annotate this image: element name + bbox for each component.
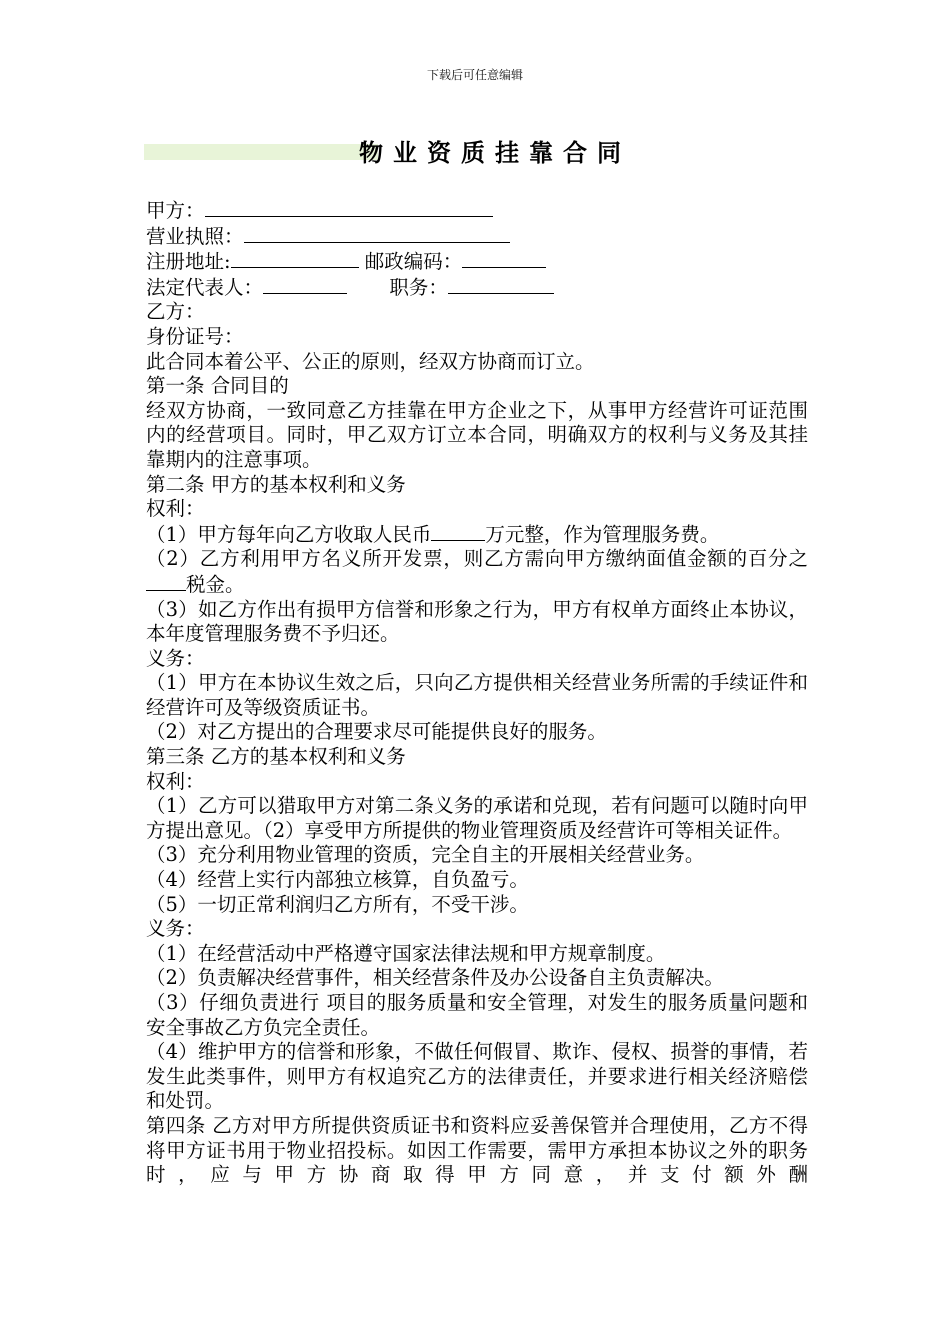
party-a-blank — [205, 198, 493, 217]
legal-rep-line — [146, 275, 808, 301]
address-blank — [231, 249, 359, 268]
license-label: 营业执照： — [146, 224, 244, 248]
address-label: 注册地址: — [146, 250, 231, 274]
article3-duty-4: （4）维护甲方的信誉和形象，不做任何假冒、欺诈、侵权、损誉的事情，若发生此类事件，则甲方有权追究乙方的法律责任，并要求进行相关经济赔偿和处罚。 — [146, 1040, 808, 1113]
legal-rep-label: 法定代表人： — [146, 275, 264, 299]
article3-duty-3: （3）仔细负责进行 项目的服务质量和安全管理，对发生的服务质量问题和安全事故乙方负完全责任。 — [146, 991, 808, 1039]
article3-duty-2: （2）负责解决经营事件，相关经营条件及办公设备自主负责解决。 — [146, 966, 724, 990]
id-line: 身份证号： — [146, 324, 244, 348]
article2-rights-label: 权利： — [146, 497, 205, 521]
article2-duty-1: （1）甲方在本协议生效之后，只向乙方提供相关经营业务所需的手续证件和经营许可及等级资质证书。 — [146, 671, 808, 719]
article1-heading: 第一条 合同目的 — [146, 374, 289, 398]
party-a-line — [146, 198, 808, 224]
article2-right-1: （1）甲方每年向乙方收取人民币 万元整，作为管理服务费。 — [146, 522, 720, 546]
party-b-line: 乙方： — [146, 300, 205, 324]
article3-right-1: （1）乙方可以猎取甲方对第二条义务的承诺和兑现，若有问题可以随时向甲方提出意见。（2）享受甲方所提供的物业管理资质及经营许可等相关证件。 — [146, 794, 808, 842]
legal-rep-blank — [263, 275, 347, 294]
article4-text: 第四条 乙方对甲方所提供资质证书和资料应妥善保管并合理使用，乙方不得将甲方证书用于物业招投标。如因工作需要，需甲方承担本协议之外的职务时，应与甲方协商取得甲方同意，并支付额外酬 — [146, 1113, 808, 1187]
article3-right-3: （3）充分利用物业管理的资质，完全自主的开展相关经营业务。 — [146, 843, 705, 867]
document-title: 物业资质挂靠合同 — [359, 138, 631, 167]
article1-text: 经双方协商，一致同意乙方挂靠在甲方企业之下，从事甲方经营许可证范围内的经营项目。同时，甲乙双方订立本合同，明确双方的权利与义务及其挂靠期内的注意事项。 — [146, 398, 808, 471]
party-a-label: 甲方： — [146, 199, 205, 222]
article3-duty-1: （1）在经营活动中严格遵守国家法律法规和甲方规章制度。 — [146, 941, 666, 965]
address-line — [146, 249, 808, 275]
article3-right-4: （4）经营上实行内部独立核算，自负盈亏。 — [146, 868, 529, 892]
intro-text: 此合同本着公平、公正的原则，经双方协商而订立。 — [146, 349, 595, 373]
article3-rights-label: 权利： — [146, 769, 205, 793]
header-note: 下载后可任意编辑 — [426, 68, 523, 82]
article3-heading: 第三条 乙方的基本权利和义务 — [146, 745, 406, 769]
license-line — [146, 224, 808, 250]
article2-duty-2: （2）对乙方提出的合理要求尽可能提供良好的服务。 — [146, 720, 607, 744]
article2-heading: 第二条 甲方的基本权利和义务 — [146, 472, 406, 496]
fee-blank — [431, 522, 485, 541]
article3-duties-label: 义务： — [146, 917, 205, 941]
tax-blank — [146, 572, 186, 591]
postal-blank — [462, 249, 546, 268]
article2-duties-label: 义务： — [146, 646, 205, 670]
license-blank — [244, 224, 510, 243]
position-label: 职务： — [389, 275, 448, 299]
document-body — [146, 198, 808, 1188]
position-blank — [448, 275, 554, 294]
postal-label: 邮政编码： — [364, 250, 463, 274]
article2-right-2: （2）乙方利用甲方名义所开发票，则乙方需向甲方缴纳面值金额的百分之税金。 — [146, 547, 808, 596]
article2-right-3: （3）如乙方作出有损甲方信誉和形象之行为，甲方有权单方面终止本协议，本年度管理服务费不予归还。 — [146, 597, 808, 646]
article3-right-5: （5）一切正常利润归乙方所有，不受干涉。 — [146, 892, 529, 916]
